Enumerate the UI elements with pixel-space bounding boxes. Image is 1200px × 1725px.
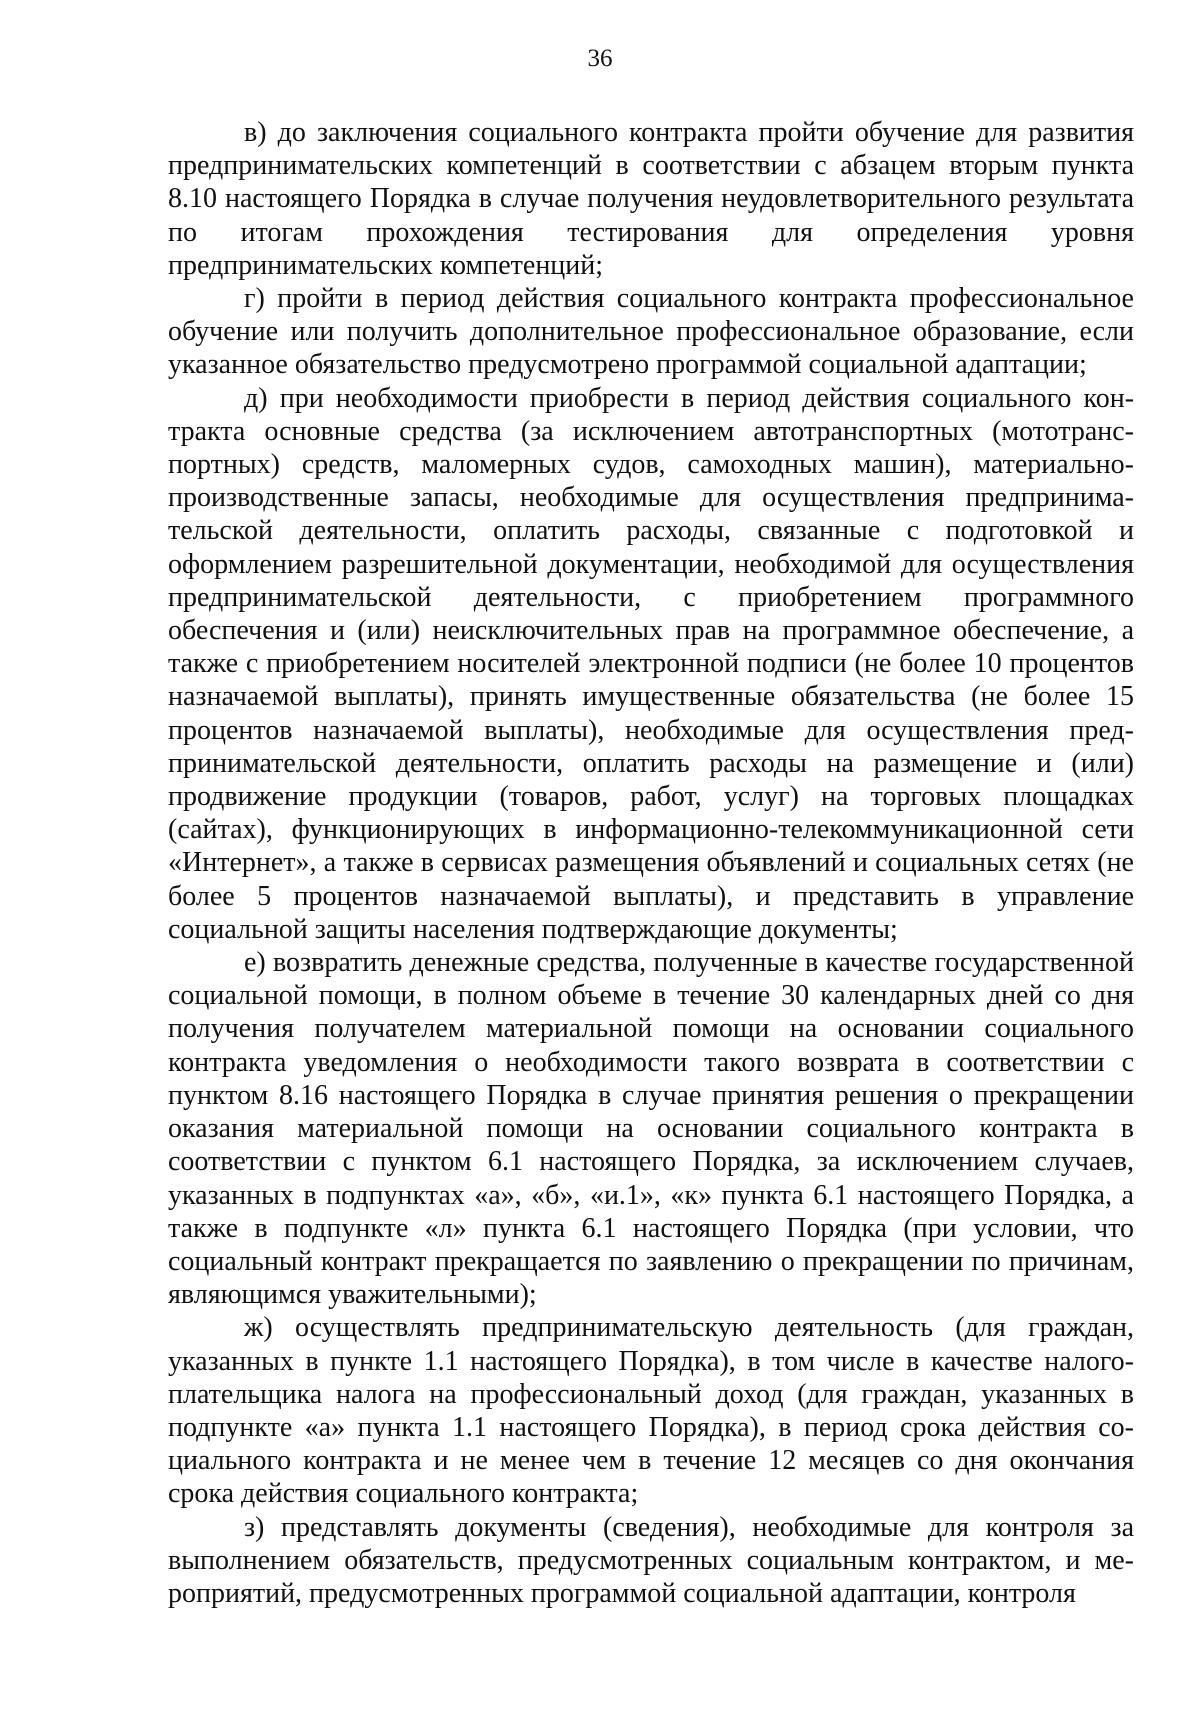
paragraph-marker: в): [244, 117, 267, 148]
document-body: [168, 116, 1134, 1610]
paragraph-marker: ж): [244, 1312, 273, 1344]
page-number: 36: [587, 45, 613, 72]
paragraph-text: до заключения социального контракта пройти обучение для развития предпринимательских компетенций в соответствии с абзацем вторым пункта 8.10 настоящего Порядка в случае получения неудовлетворительного результата по итогам прохождения тестирования для определения уровня предпринимательских компетенций;: [168, 117, 1135, 281]
paragraph-marker: е): [244, 947, 266, 979]
paragraph-text: представлять документы (сведения), необходимые для контроля за выполнением обязательств, предусмотренных социальным контрактом, и мероприятий, предусмотренных программой социальной адаптации, контроля: [168, 1511, 1134, 1609]
paragraph-zh: [168, 1311, 1134, 1510]
paragraph-text: пройти в период действия социального контракта профессиональное обучение или получить дополнительное профессиональное образование, если указанное обязательство предусмотрено программой социальной адаптации;: [168, 283, 1134, 381]
paragraph-marker: з): [244, 1511, 265, 1543]
paragraph-d: [168, 382, 1134, 946]
paragraph-text: возвратить денежные средства, полученные в качестве государственной социальной помощи, в полном объеме в течение 30 календарных дней со дня получения получателем материальной помощи на основании социального контракта уведомления о необходимости такого возврата в соответствии с пунктом 8.16 настоящего Порядка в случае принятия решения о прекращении оказания материальной помощи на основании социального контракта в соответствии с пунктом 6.1 настоящего Порядка, за исключением случаев, указанных в подпунктах «а», «б», «и.1», «к» пункта 6.1 настоящего Порядка, а также в подпункте «л» пункта 6.1 настоящего Порядка (при условии, что социальный контракт прекращается по заявлению о прекращении по причинам, являющимся уважительными);: [168, 947, 1134, 1311]
paragraph-e: [168, 946, 1134, 1311]
paragraph-z: [168, 1511, 1134, 1611]
paragraph-text: при необходимости приобрести в период действия социального контракта основные средства (за исключением автотранспортных (мототранспортных) средств, маломерных судов, самоходных машин), материально-производственные запасы, необходимые для осуществления предпринимательской деятельности, оплатить расходы, связанные с подготовкой и оформлением разрешительной документации, необходимой для осуществления предпринимательской деятельности, с приобретением программного обеспечения и (или) неисключительных прав на программное обеспечение, а также с приобретением носителей электронной подписи (не более 10 процентов назначаемой выплаты), принять имущественные обязательства (не более 15 процентов назначаемой выплаты), необходимые для осуществления предпринимательской деятельности, оплатить расходы на размещение и (или) продвижение продукции (товаров, работ, услуг) на торговых площадках (сайтах), функционирующих в информационно-телекоммуникационной сети «Интернет», а также в сервисах размещения объявлений и социальных сетях (не более 5 процентов назначаемой выплаты), и представить в управление социальной защиты населения подтверждающие документы;: [168, 382, 1135, 945]
paragraph-text: осуществлять предпринимательскую деятельность (для граждан, указанных в пункте 1.1 настоящего Порядка), в том числе в качестве налогоплательщика налога на профессиональный доход (для граждан, указанных в подпункте «а» пункта 1.1 настоящего Порядка), в период срока действия социального контракта и не менее чем в течение 12 месяцев со дня окончания срока действия социального контракта;: [168, 1312, 1134, 1510]
paragraph-marker: д): [244, 382, 268, 414]
paragraph-g: [168, 282, 1134, 382]
paragraph-v: [168, 116, 1134, 282]
paragraph-marker: г): [244, 283, 265, 315]
